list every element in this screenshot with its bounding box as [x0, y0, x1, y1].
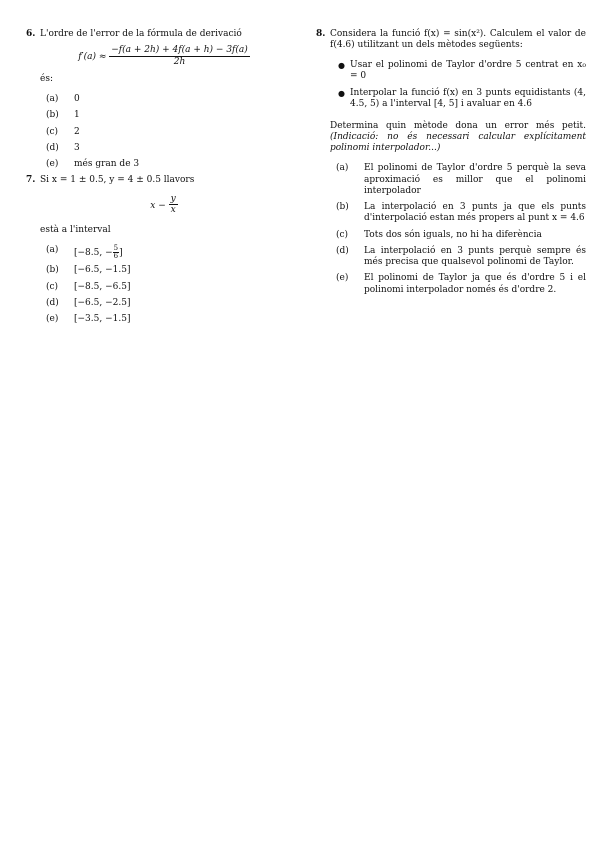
option-text: El polinomi de Taylor d'ordre 5 perquè la seva aproximació es millor que el polinomi interpolador: [364, 163, 586, 196]
question-6: [26, 29, 288, 170]
option-label: (d): [46, 142, 59, 153]
option-label: (d): [46, 297, 59, 308]
answer-option[interactable]: [46, 110, 288, 121]
method-text: Usar el polinomi de Taylor d'ordre 5 centrat en x₀ = 0: [350, 59, 586, 81]
answer-option[interactable]: [46, 143, 288, 154]
method-item: [338, 60, 586, 83]
option-text: més gran de 3: [74, 159, 140, 170]
hint-text: (Indicació: no és necessari calcular explícitament polinomi interpolador...): [330, 131, 586, 153]
answer-option[interactable]: [46, 314, 288, 325]
question-intro: Considera la funció f(x) = sin(x²). Calculem el valor de f(4.6) utilitzant un dels mètodes següents:: [330, 29, 586, 51]
bullet-icon: ●: [338, 89, 345, 98]
expression-fraction: [169, 194, 178, 217]
question-after: està a l'interval: [40, 225, 111, 236]
option-text: Tots dos són iguals, no hi ha diferència: [364, 229, 542, 240]
question-number: 6.: [26, 29, 36, 39]
expression-denominator: x: [170, 205, 176, 216]
answer-options: [316, 163, 586, 296]
option-text: [−8.5, −6.5]: [74, 281, 131, 292]
answer-option[interactable]: [336, 273, 586, 296]
formula-denominator: 2h: [173, 57, 186, 68]
option-text: [−6.5, −2.5]: [74, 297, 131, 308]
method-item: [338, 88, 586, 111]
answer-option[interactable]: [336, 163, 586, 197]
method-list: [330, 60, 586, 111]
option-label: (b): [46, 110, 59, 121]
option-text: 1: [74, 110, 80, 121]
formula-fraction: [109, 45, 250, 68]
derivative-formula: [40, 45, 288, 68]
question-7: [26, 175, 288, 325]
question-number: 8.: [316, 29, 326, 39]
option-label: (c): [46, 126, 59, 137]
option-fraction-numerator: 5: [113, 244, 119, 253]
answer-option[interactable]: [336, 230, 586, 241]
option-text: La interpolació en 3 punts ja que els punts d'interpolació estan més propers al punt x = 4.6: [364, 202, 586, 224]
answer-option[interactable]: [46, 127, 288, 138]
formula-numerator: −f(a + 2h) + 4f(a + h) − 3f(a): [111, 45, 248, 56]
answer-option[interactable]: [46, 94, 288, 105]
answer-option[interactable]: [336, 246, 586, 269]
option-fraction-denominator: 6: [113, 252, 119, 261]
option-label: (e): [46, 314, 59, 325]
answer-option[interactable]: [46, 298, 288, 309]
option-text: [−6.5, −1.5]: [74, 265, 131, 276]
option-text: 3: [74, 142, 80, 153]
option-label: (d): [336, 245, 349, 256]
question-intro: Si x = 1 ± 0.5, y = 4 ± 0.5 llavors: [40, 175, 195, 186]
right-column: [316, 29, 586, 301]
option-label: (e): [336, 273, 349, 284]
option-text: [74, 245, 288, 260]
option-text: [−3.5, −1.5]: [74, 314, 131, 325]
answer-option[interactable]: [336, 202, 586, 225]
option-text: 2: [74, 126, 80, 137]
option-label: (a): [46, 245, 59, 256]
option-text: La interpolació en 3 punts perquè sempre és més precisa que qualsevol polinomi de Taylor.: [364, 245, 586, 267]
question-after: és:: [40, 73, 53, 84]
interval-expression: [40, 194, 288, 217]
option-label: (a): [336, 163, 349, 174]
option-text-pre: [−8.5, −: [74, 248, 113, 259]
question-intro: L'ordre de l'error de la fórmula de derivació: [40, 29, 242, 39]
left-column: [26, 29, 288, 330]
answer-options: [40, 245, 288, 325]
expression-numerator: y: [170, 193, 176, 204]
option-label: (b): [336, 202, 349, 212]
option-label: (c): [336, 229, 349, 240]
expression-left: x −: [150, 200, 166, 211]
formula-lhs: f′(a) ≈: [78, 52, 107, 63]
answer-option[interactable]: [46, 159, 288, 170]
method-text: Interpolar la funció f(x) en 3 punts equidistants (4, 4.5, 5) a l'interval [4, 5] i avaluar en 4.6: [350, 88, 586, 110]
option-label: (c): [46, 281, 59, 292]
option-text: El polinomi de Taylor ja que és d'ordre 5 i el polinomi interpolador només és d'ordre 2.: [364, 273, 586, 295]
bullet-icon: ●: [338, 60, 345, 70]
answer-option[interactable]: [46, 282, 288, 293]
answer-option[interactable]: [46, 265, 288, 276]
option-text: 0: [74, 94, 80, 105]
question-8: [316, 29, 586, 111]
option-text-post: ]: [119, 248, 123, 259]
question-prompt: [316, 121, 586, 155]
option-label: (b): [46, 265, 59, 276]
answer-option[interactable]: [46, 245, 288, 260]
question-number: 7.: [26, 175, 36, 186]
option-label: (e): [46, 159, 59, 170]
answer-options: [40, 94, 288, 170]
option-label: (a): [46, 94, 59, 105]
question-text: Determina quin mètode dona un error més petit.: [330, 120, 586, 131]
